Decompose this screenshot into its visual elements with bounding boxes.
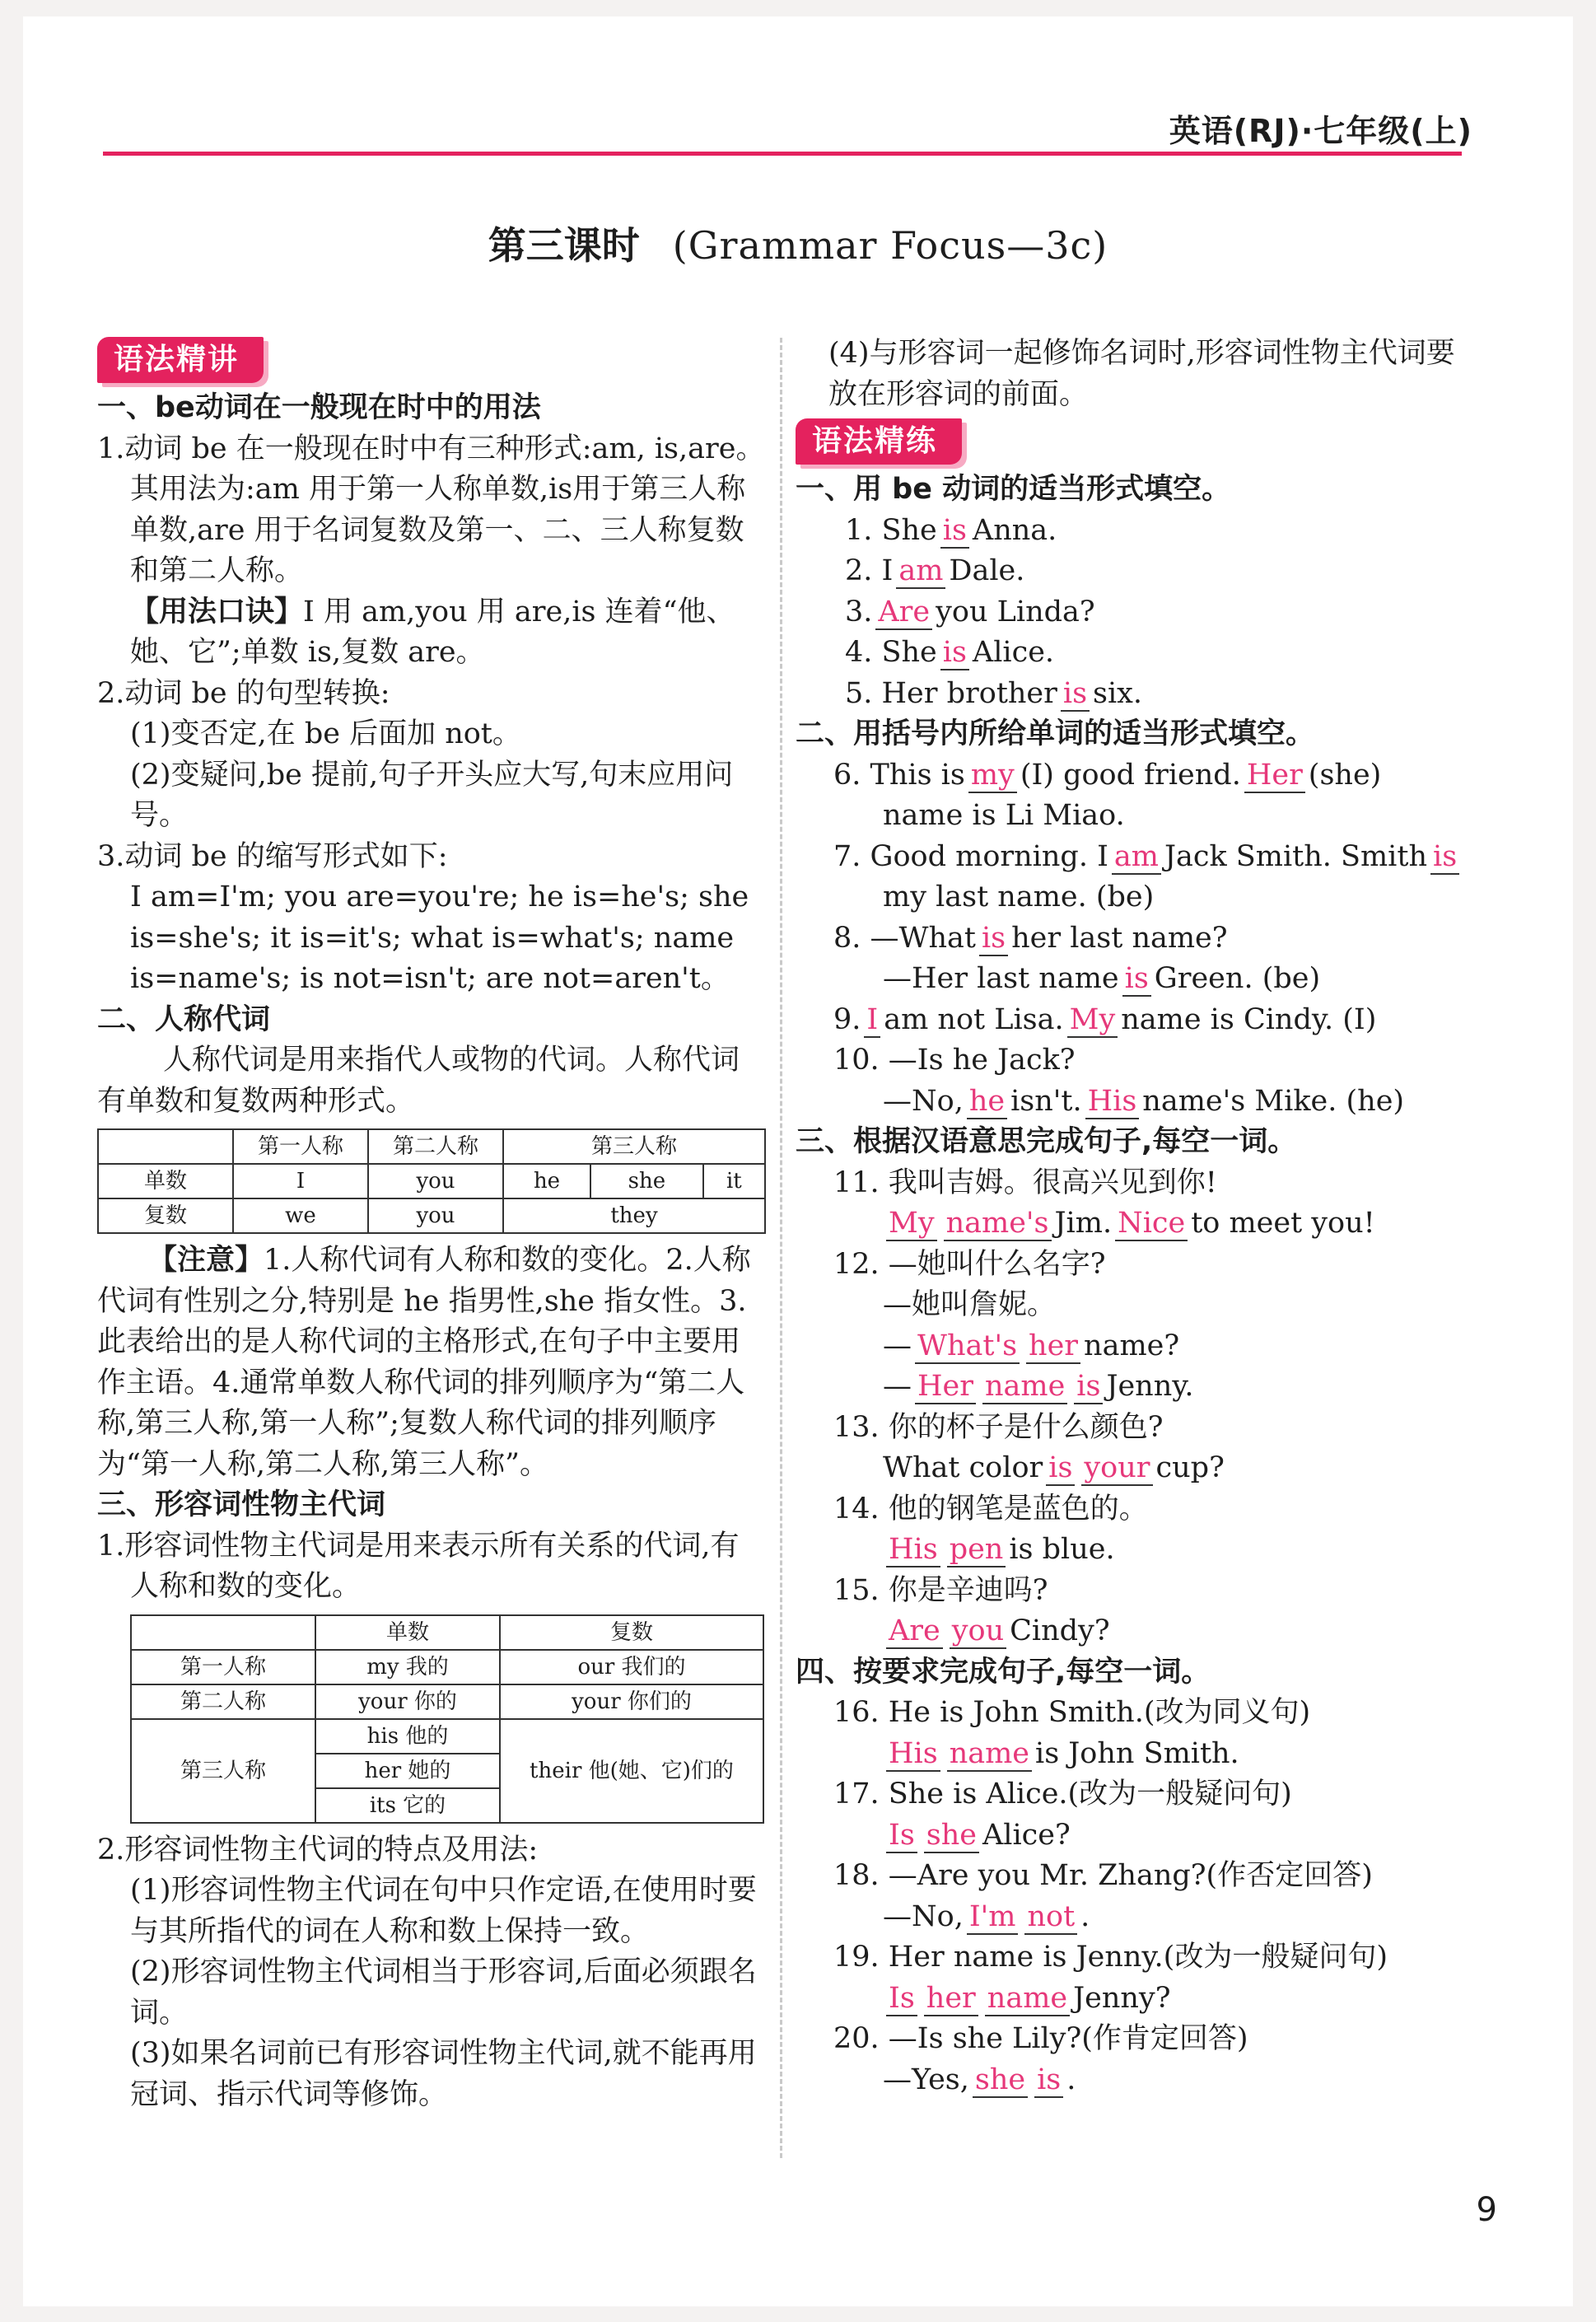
question-text: Cindy? — [1010, 1614, 1110, 1647]
question-text: Jenny? — [1073, 1981, 1171, 2015]
answer-blank[interactable]: pen — [947, 1533, 1006, 1567]
table-cell: their 他(她、它)们的 — [500, 1719, 763, 1823]
answer-blank[interactable]: Her — [1244, 759, 1305, 793]
badge-practice: 语法精练 — [796, 418, 962, 465]
table-cell: 第三人称 — [503, 1129, 765, 1164]
question-line — [796, 1979, 1469, 2020]
table-cell: our 我们的 — [500, 1650, 763, 1684]
answer-blank[interactable]: What's — [915, 1329, 1020, 1364]
question-line — [796, 1530, 1469, 1571]
table-cell: 复数 — [500, 1615, 763, 1650]
answer-blank[interactable]: My — [1067, 1003, 1118, 1038]
question-text: 9. — [833, 1002, 861, 1036]
table-cell: he — [503, 1164, 590, 1198]
table-cell: you — [368, 1198, 503, 1233]
answer-blank[interactable]: Are — [886, 1614, 943, 1649]
table-cell: 复数 — [98, 1198, 233, 1233]
question-text: What color — [883, 1451, 1043, 1484]
answer-blank[interactable]: His — [886, 1737, 940, 1772]
question-text: 5. Her brother — [845, 676, 1057, 710]
answer-blank[interactable]: not — [1024, 1900, 1077, 1935]
question-text: —No, — [883, 1084, 964, 1118]
question-line — [796, 1815, 1469, 1857]
question — [796, 918, 1469, 960]
question-text: you Linda? — [936, 595, 1095, 628]
question-line — [796, 1448, 1469, 1489]
paragraph: (2)形容词性物主代词相当于形容词,后面必须跟名词。 — [130, 1955, 757, 2030]
section-heading: 三、形容词性物主代词 — [97, 1488, 386, 1521]
question — [796, 592, 1469, 633]
section-heading: 二、人称代词 — [97, 1002, 271, 1036]
answer-blank[interactable]: is — [979, 922, 1008, 956]
question-text: Jenny. — [1106, 1370, 1194, 1403]
grammar-practice-column — [796, 334, 1469, 2100]
question-text: Jack Smith. Smith — [1164, 839, 1427, 873]
answer-blank[interactable]: is — [1061, 677, 1090, 712]
question — [796, 551, 1469, 592]
table-cell: my 我的 — [315, 1650, 500, 1684]
question-line — [796, 1367, 1469, 1408]
table-cell: 第二人称 — [131, 1684, 315, 1719]
lesson-title-en: (Grammar Focus—3c) — [672, 223, 1108, 268]
paragraph: 1.动词 be 在一般现在时中有三种形式:am, is,are。其用法为:am 用于第一人称单数,is用于第三人称单数,are 用于名词复数及第一、二、三人称复数和第二人称。 — [97, 432, 765, 587]
question: 14. 他的钢笔是蓝色的。 — [833, 1492, 1148, 1525]
answer-blank[interactable]: name — [947, 1737, 1032, 1772]
question — [796, 1000, 1469, 1041]
question-line — [796, 1326, 1469, 1367]
question-text: am not Lisa. — [884, 1002, 1064, 1036]
question-line — [796, 1082, 1469, 1123]
answer-blank[interactable]: I'm — [967, 1900, 1019, 1935]
lesson-title-zh: 第三课时 — [488, 223, 640, 268]
paragraph: (1)形容词性物主代词在句中只作定语,在使用时要与其所指代的词在人称和数上保持一致。 — [130, 1874, 757, 1948]
table-cell: she — [590, 1164, 703, 1198]
paragraph: 2.动词 be 的句型转换: — [97, 676, 390, 710]
paragraph: 人称代词是用来指代人或物的代词。人称代词有单数和复数两种形式。 — [97, 1044, 740, 1118]
answer-blank[interactable]: Her — [915, 1370, 976, 1404]
answer-blank[interactable]: is — [1074, 1370, 1103, 1404]
question-line — [796, 1203, 1469, 1245]
question-text: cup? — [1155, 1451, 1225, 1484]
question-text: Jim. — [1054, 1207, 1113, 1240]
question: 20. —Is she Lily?(作肯定回答) — [833, 2022, 1248, 2055]
badge-grammar: 语法精讲 — [97, 337, 264, 383]
question-line — [796, 2060, 1469, 2101]
question-text: 2. I — [845, 554, 894, 587]
answer-blank[interactable]: she — [924, 1819, 979, 1853]
question-text: 6. This is — [833, 758, 965, 792]
question-text: . — [1080, 1899, 1090, 1933]
note — [97, 1240, 766, 1485]
question — [796, 837, 1469, 918]
question-text: 8. —What — [833, 921, 976, 955]
paragraph: (3)如果名词前已有形容词性物主代词,就不能再用冠词、指示代词等修饰。 — [130, 2037, 757, 2111]
contractions: I am=I'm; you are=you're; he is=he's; she is=she's; it is=it's; what is=what's; name is=name's; is not=isn't; are not=aren't。 — [130, 881, 749, 995]
table-cell: your 你的 — [315, 1684, 500, 1719]
question — [796, 755, 1469, 837]
question-text: to meet you! — [1191, 1207, 1375, 1240]
question-line: —她叫詹妮。 — [883, 1288, 1057, 1321]
question — [796, 674, 1469, 715]
answer-blank[interactable]: is — [1430, 840, 1459, 875]
question-text: name's Mike. (he) — [1142, 1084, 1405, 1118]
note-text: 1.人称代词有人称和数的变化。2.人称代词有性别之分,特别是 he 指男性,she 指女性。3.此表给出的是人称代词的主格形式,在句子中主要用作主语。4.通常单数人称代词的排列顺序为“第二人称,第三人称,第一人称”;复数人称代词的排列顺序为“第一人称,第二人称,第三人称”。 — [97, 1244, 751, 1481]
personal-pronoun-table — [97, 1128, 766, 1234]
page-number: 9 — [1476, 2191, 1497, 2229]
answer-blank[interactable]: is — [940, 636, 969, 670]
question-text: 7. Good morning. I — [833, 839, 1108, 873]
question — [796, 633, 1469, 674]
question-text: Anna. — [972, 513, 1057, 547]
answer-blank[interactable]: he — [967, 1085, 1007, 1119]
question: 18. —Are you Mr. Zhang?(作否定回答) — [833, 1859, 1373, 1892]
question-text: Alice. — [972, 636, 1055, 669]
question-text: Green. (be) — [1154, 962, 1321, 995]
exercise-heading: 四、按要求完成句子,每空一词。 — [796, 1655, 1211, 1689]
question-text: name is Cindy. (I) — [1121, 1002, 1377, 1036]
paragraph: (1)变否定,在 be 后面加 not。 — [130, 717, 521, 750]
question-line — [796, 959, 1469, 1000]
answer-blank[interactable]: you — [950, 1614, 1006, 1649]
table-cell: 第二人称 — [368, 1129, 503, 1164]
question: 19. Her name is Jenny.(改为一般疑问句) — [833, 1941, 1388, 1974]
answer-blank[interactable]: your — [1081, 1451, 1152, 1486]
tip-text: I 用 am,you 用 are,is 连着“他、她、它”;单数 is,复数 are。 — [130, 595, 735, 669]
question-text: six. — [1093, 676, 1143, 710]
question-text: 4. She — [845, 636, 937, 669]
answer-blank[interactable]: My — [886, 1207, 937, 1241]
answer-blank[interactable]: name — [985, 1982, 1070, 2016]
question-text: my last name. (be) — [883, 881, 1155, 913]
answer-blank[interactable]: her — [924, 1982, 978, 2016]
question-text: 3. — [845, 595, 873, 628]
question: 17. She is Alice.(改为一般疑问句) — [833, 1778, 1292, 1810]
answer-blank[interactable]: His — [886, 1533, 940, 1567]
note-label: 【注意】 — [148, 1244, 264, 1277]
table-cell: 第三人称 — [131, 1719, 315, 1823]
header-rule — [103, 152, 1462, 156]
answer-blank[interactable]: she — [973, 2063, 1028, 2098]
exercise-heading: 三、根据汉语意思完成句子,每空一词。 — [796, 1125, 1297, 1158]
question-text: —No, — [883, 1899, 964, 1933]
answer-blank[interactable]: His — [1085, 1085, 1140, 1119]
question-text: — — [883, 1329, 912, 1362]
exercise-heading: 一、用 be 动词的适当形式填空。 — [796, 473, 1231, 506]
tip-label: 【用法口诀】 — [130, 595, 304, 628]
question-line — [796, 1897, 1469, 1938]
question — [796, 511, 1469, 552]
answer-blank[interactable]: I — [864, 1003, 880, 1038]
answer-blank[interactable]: Nice — [1115, 1207, 1188, 1241]
paragraph: 1.形容词性物主代词是用来表示所有关系的代词,有人称和数的变化。 — [97, 1529, 740, 1603]
answer-blank[interactable]: is — [1034, 2063, 1063, 2098]
column-divider — [780, 338, 782, 2158]
possessive-pronoun-table — [130, 1614, 764, 1824]
question-text: Dale. — [949, 554, 1025, 587]
question-text: Alice? — [982, 1818, 1071, 1852]
table-cell — [131, 1615, 315, 1650]
question-text: her last name? — [1011, 921, 1228, 955]
question-text: — — [883, 1370, 912, 1403]
table-cell — [98, 1129, 233, 1164]
table-cell: its 它的 — [315, 1788, 500, 1823]
question-text: —Her last name — [883, 962, 1119, 995]
question-line — [796, 1734, 1469, 1775]
answer-blank[interactable]: Is — [886, 1819, 917, 1853]
table-cell: 单数 — [98, 1164, 233, 1198]
answer-blank[interactable]: is — [1046, 1451, 1075, 1486]
table-cell: you — [368, 1164, 503, 1198]
answer-blank[interactable]: Are — [875, 596, 932, 630]
book-header: 英语(RJ)·七年级(上) — [1169, 113, 1472, 149]
paragraph: (2)变疑问,be 提前,句子开头应大写,句末应用问号。 — [130, 758, 734, 832]
table-cell: 单数 — [315, 1615, 500, 1650]
question-text: is blue. — [1009, 1533, 1115, 1566]
question-text: is John Smith. — [1035, 1736, 1239, 1770]
table-cell: they — [503, 1198, 765, 1233]
question: 11. 我叫吉姆。很高兴见到你! — [833, 1166, 1217, 1199]
question-text: 10. —Is he Jack? — [833, 1044, 1076, 1077]
exercise-heading: 二、用括号内所给单词的适当形式填空。 — [796, 717, 1315, 750]
answer-blank[interactable]: is — [940, 514, 969, 549]
table-cell: it — [703, 1164, 765, 1198]
question — [796, 1040, 1469, 1082]
answer-blank[interactable]: am — [1112, 840, 1161, 875]
question-text: (I) good friend. — [1020, 758, 1241, 792]
grammar-explanation-column — [97, 334, 766, 2115]
paragraph: 3.动词 be 的缩写形式如下: — [97, 839, 448, 873]
answer-blank[interactable]: name — [982, 1370, 1067, 1404]
question-text: isn't. — [1010, 1084, 1082, 1118]
question-text: 1. She — [845, 513, 937, 547]
question: 15. 你是辛迪吗? — [833, 1573, 1048, 1607]
question-text: —Yes, — [883, 2063, 969, 2096]
question: 16. He is John Smith.(改为同义句) — [833, 1696, 1311, 1729]
section-heading: 一、be动词在一般现在时中的用法 — [97, 391, 541, 424]
question-text: (she) name is Li Miao. — [883, 758, 1382, 832]
answer-blank[interactable]: name's — [944, 1207, 1052, 1241]
question: 12. —她叫什么名字? — [833, 1247, 1106, 1281]
table-cell: I — [233, 1164, 368, 1198]
answer-blank[interactable]: my — [968, 759, 1017, 793]
table-cell: 第一人称 — [131, 1650, 315, 1684]
question-line — [796, 1611, 1469, 1652]
answer-blank[interactable]: is — [1122, 962, 1151, 997]
answer-blank[interactable]: Is — [886, 1982, 917, 2016]
paragraph: (4)与形容词一起修饰名词时,形容词性物主代词要放在形容词的前面。 — [828, 337, 1455, 411]
table-cell: 第一人称 — [233, 1129, 368, 1164]
table-cell: your 你们的 — [500, 1684, 763, 1719]
table-cell: we — [233, 1198, 368, 1233]
question-text: . — [1066, 2063, 1076, 2096]
answer-blank[interactable]: her — [1026, 1329, 1080, 1364]
question: 13. 你的杯子是什么颜色? — [833, 1410, 1164, 1444]
tip — [97, 592, 766, 674]
paragraph: 2.形容词性物主代词的特点及用法: — [97, 1833, 539, 1866]
lesson-title — [0, 216, 1596, 270]
question-text: name? — [1084, 1329, 1180, 1362]
answer-blank[interactable]: am — [896, 554, 945, 589]
table-cell: his 他的 — [315, 1719, 500, 1754]
table-cell: her 她的 — [315, 1754, 500, 1788]
